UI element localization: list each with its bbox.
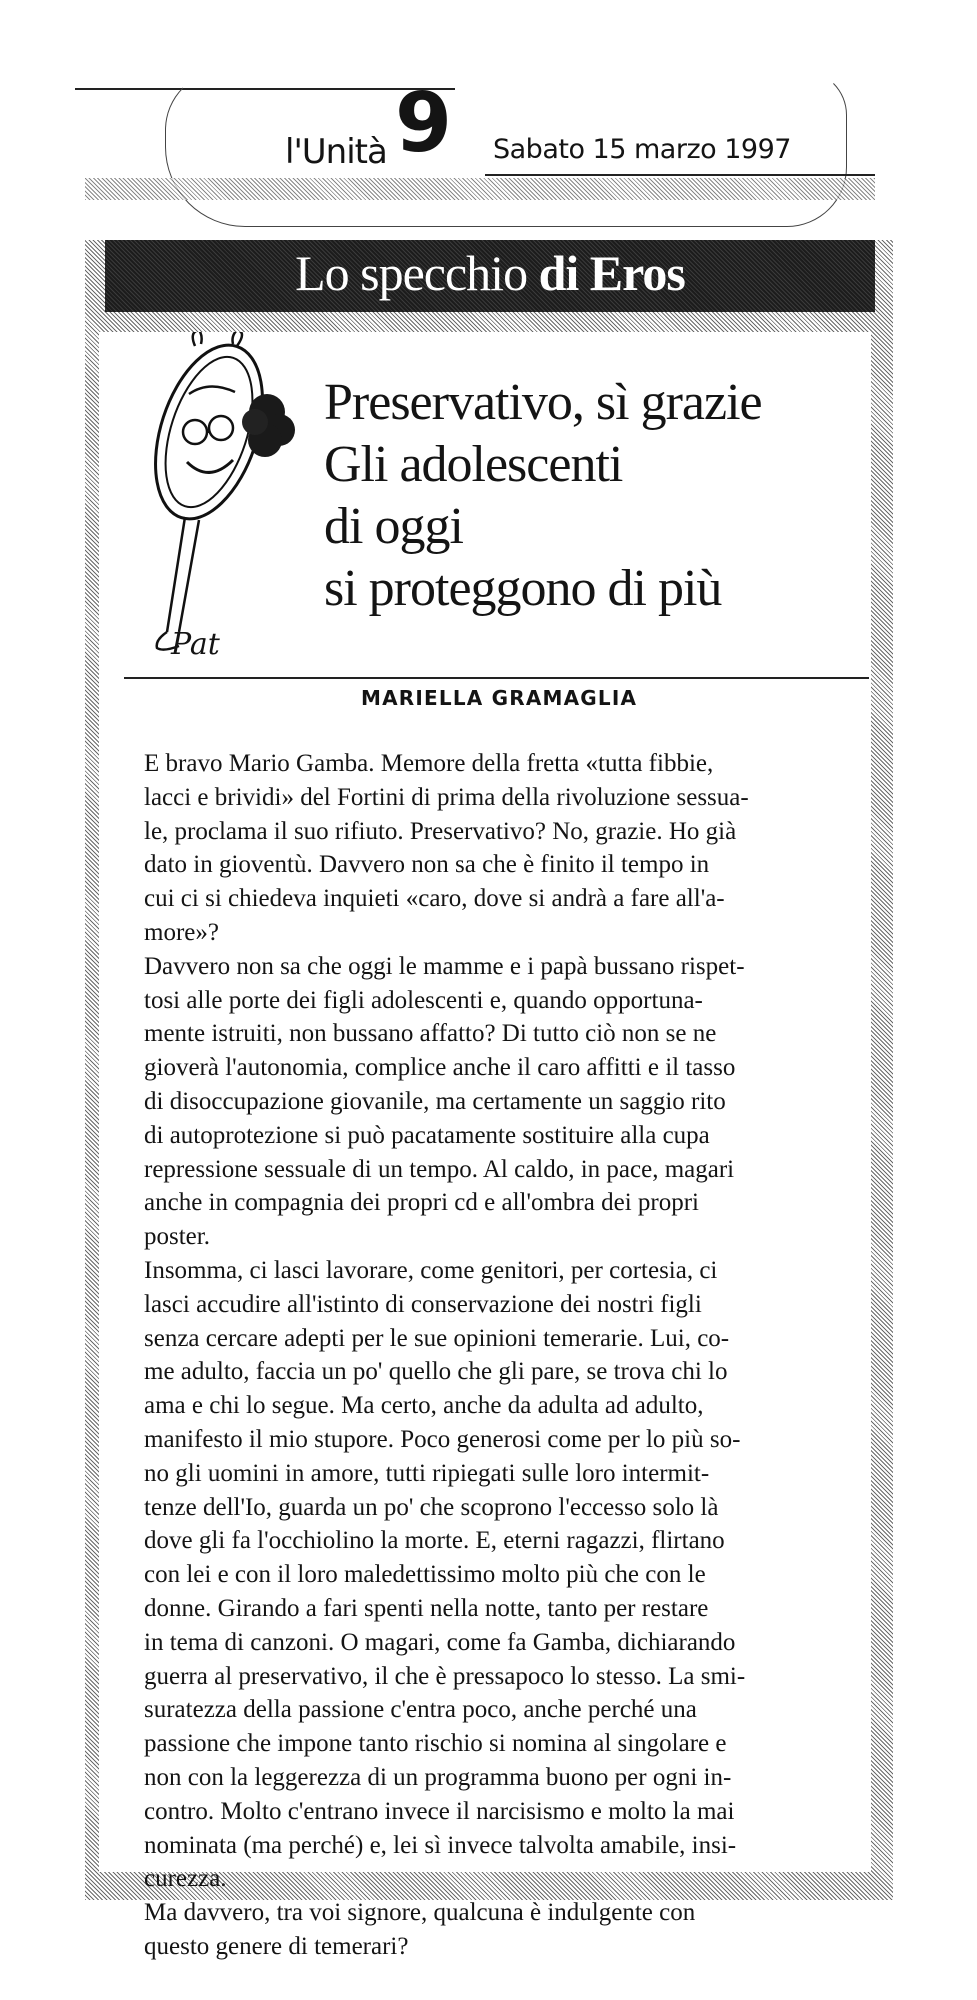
body-line: donne. Girando a fari spenti nella notte, tanto per restare xyxy=(144,1594,709,1622)
body-line: ama e chi lo segue. Ma certo, anche da adulta ad adulto, xyxy=(144,1392,704,1420)
article-headline xyxy=(324,372,864,620)
page-number: 9 xyxy=(395,76,450,171)
body-line: Davvero non sa che oggi le mamme e i papà bussano rispet- xyxy=(144,952,745,980)
headline-line: Preservativo, sì grazie xyxy=(324,374,762,431)
body-line: no gli uomini in amore, tutti ripiegati sulle loro intermit- xyxy=(144,1459,710,1487)
section-title-regular: Lo specchio xyxy=(295,245,528,301)
body-line: repressione sessuale di un tempo. Al caldo, in pace, magari xyxy=(144,1155,735,1183)
body-line: mente istruiti, non bussano affatto? Di tutto ciò non se ne xyxy=(144,1020,717,1048)
byline: MARIELLA GRAMAGLIA xyxy=(361,686,638,710)
article-body xyxy=(144,747,869,1964)
body-line: questo genere di temerari? xyxy=(144,1932,409,1960)
body-line: in tema di canzoni. O magari, come fa Gamba, dichiarando xyxy=(144,1628,736,1656)
body-line: dove gli fa l'occhiolino la morte. E, eterni ragazzi, flirtano xyxy=(144,1527,725,1555)
body-line: contro. Molto c'entrano invece il narcisismo e molto la mai xyxy=(144,1797,735,1825)
body-line: anche in compagnia dei propri cd e all'ombra dei propri xyxy=(144,1189,699,1217)
body-line: senza cercare adepti per le sue opinioni temerarie. Lui, co- xyxy=(144,1324,730,1352)
section-title xyxy=(105,244,875,302)
body-line: con lei e con il loro maledettissimo molto più che con le xyxy=(144,1561,706,1589)
body-line: di disoccupazione giovanile, ma certamente un saggio rito xyxy=(144,1087,726,1115)
headline-line: Gli adolescenti xyxy=(324,436,623,493)
body-line: me adulto, faccia un po' quello che gli pare, se trova chi lo xyxy=(144,1358,728,1386)
newspaper-name: l'Unità xyxy=(285,132,387,172)
issue-date: Sabato 15 marzo 1997 xyxy=(493,134,791,165)
body-line: manifesto il mio stupore. Poco generosi come per lo più so- xyxy=(144,1425,741,1453)
body-line: nominata (ma perché) e, lei sì invece talvolta amabile, insi- xyxy=(144,1831,737,1859)
article-frame xyxy=(85,240,893,1960)
body-line: more»? xyxy=(144,918,219,946)
headline-line: di oggi xyxy=(324,498,463,555)
date-rule xyxy=(485,174,875,176)
body-line: di autoprotezione si può pacatamente sostituire alla cupa xyxy=(144,1121,710,1149)
body-line: dato in gioventù. Davvero non sa che è finito il tempo in xyxy=(144,851,710,879)
body-line: cui ci si chiedeva inquieti «caro, dove si andrà a fare all'a- xyxy=(144,885,725,913)
masthead xyxy=(75,50,875,210)
byline-rule xyxy=(124,677,869,679)
body-line: tenze dell'Io, guarda un po' che scoprono l'eccesso solo là xyxy=(144,1493,719,1521)
headline-line: si proteggono di più xyxy=(324,560,722,617)
body-line: le, proclama il suo rifiuto. Preservativo? No, grazie. Ho già xyxy=(144,817,737,845)
section-band xyxy=(105,240,875,312)
body-line: gioverà l'autonomia, complice anche il caro affitti e il tasso xyxy=(144,1054,736,1082)
body-line: passione che impone tanto rischio si nomina al singolare e xyxy=(144,1730,727,1758)
body-line: Insomma, ci lasci lavorare, come genitori, per cortesia, ci xyxy=(144,1256,718,1284)
body-line: E bravo Mario Gamba. Memore della fretta «tutta fibbie, xyxy=(144,750,714,777)
article-panel xyxy=(99,332,871,1960)
body-line: tosi alle porte dei figli adolescenti e, quando opportuna- xyxy=(144,986,703,1014)
section-title-bold: di Eros xyxy=(538,245,685,301)
body-line: lacci e brividi» del Fortini di prima della rivoluzione sessua- xyxy=(144,783,749,811)
body-line: poster. xyxy=(144,1223,210,1251)
body-line: guerra al preservativo, il che è pressapoco lo stesso. La smi- xyxy=(144,1662,746,1690)
illustration-signature: Pat xyxy=(171,627,220,662)
body-line: non con la leggerezza di un programma buono per ogni in- xyxy=(144,1763,732,1791)
body-line: Ma davvero, tra voi signore, qualcuna è indulgente con xyxy=(144,1899,696,1927)
hair-icon xyxy=(242,394,295,457)
body-line: curezza. xyxy=(144,1865,227,1893)
masthead-hatch xyxy=(85,178,875,200)
body-line: lasci accudire all'istinto di conservazione dei nostri figli xyxy=(144,1290,702,1318)
body-line: suratezza della passione c'entra poco, anche perché una xyxy=(144,1696,697,1724)
mirror-cartoon-illustration xyxy=(127,332,307,652)
